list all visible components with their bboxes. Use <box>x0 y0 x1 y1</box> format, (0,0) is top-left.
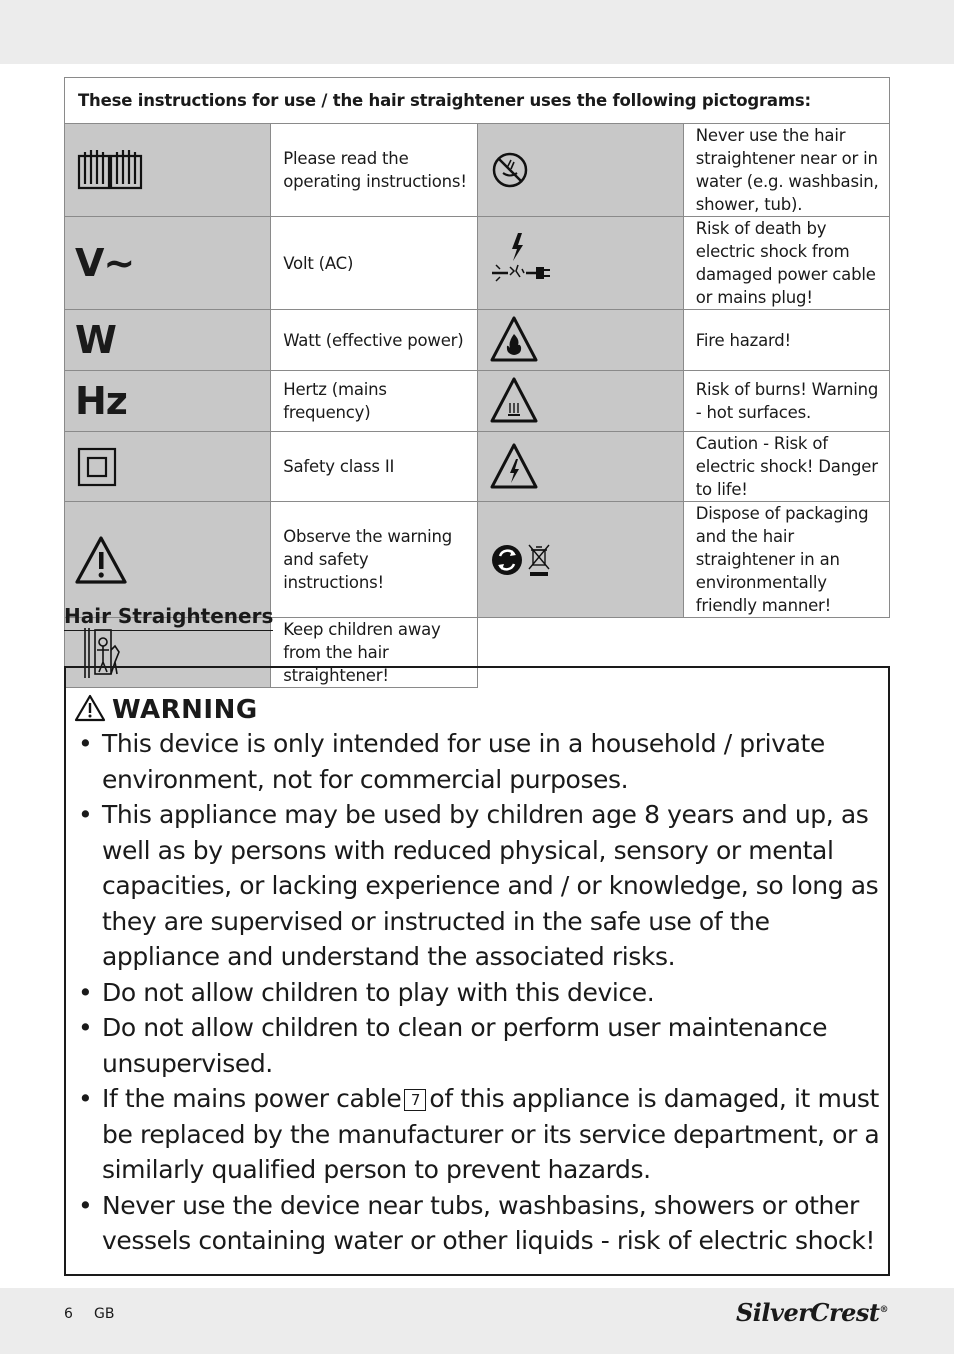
pictogram-text: Observe the warning and safety instructions! <box>271 502 477 618</box>
electric-shock-icon <box>477 432 683 502</box>
brand-logo: SilverCrest® <box>735 1298 888 1327</box>
pictogram-text: Fire hazard! <box>683 310 889 371</box>
fire-hazard-icon <box>477 310 683 371</box>
hertz-icon: Hz <box>65 371 271 432</box>
volt-ac-icon: V~ <box>65 217 271 310</box>
watt-icon: W <box>65 310 271 371</box>
warning-item: • Do not allow children to play with this device. <box>78 975 886 1011</box>
pictogram-text: Safety class II <box>271 432 477 502</box>
warning-item: • This appliance may be used by children age 8 years and up, as well as by persons with reduced physical, sensory or mental capacities, or lacking experience and / or knowledge, so long as they are supervised or instructed in the safe use of the appliance and understand the associated risks. <box>78 797 886 975</box>
book-icon <box>65 124 271 217</box>
warning-item <box>78 1081 886 1188</box>
warning-title: WARNING <box>112 695 258 725</box>
pictogram-text: Risk of burns! Warning - hot surfaces. <box>683 371 889 432</box>
top-band <box>0 0 954 64</box>
section-title: Hair Straighteners <box>64 604 273 631</box>
pictogram-text: Please read the operating instructions! <box>271 124 477 217</box>
warning-header <box>74 694 258 726</box>
pictogram-table <box>64 77 890 688</box>
warning-item: • Never use the device near tubs, washbasins, showers or other vessels containing water or other liquids - risk of electric shock! <box>78 1188 886 1259</box>
warning-triangle-icon <box>65 502 271 618</box>
pictogram-text: Volt (AC) <box>271 217 477 310</box>
pictogram-text: Never use the hair straightener near or in water (e.g. washbasin, shower, tub). <box>683 124 889 217</box>
language-code: GB <box>94 1306 115 1322</box>
pictogram-text: Caution - Risk of electric shock! Danger to life! <box>683 432 889 502</box>
pictogram-text: Risk of death by electric shock from damaged power cable or mains plug! <box>683 217 889 310</box>
pictogram-text: Keep children away from the hair straightener! <box>271 618 477 688</box>
no-water-icon <box>477 124 683 217</box>
pictogram-text: Hertz (mains frequency) <box>271 371 477 432</box>
warning-item: • Do not allow children to clean or perform user maintenance unsupervised. <box>78 1010 886 1081</box>
hot-surface-icon <box>477 371 683 432</box>
page-number: 6 <box>64 1306 73 1322</box>
pictogram-text: Dispose of packaging and the hair straightener in an environmentally friendly manner! <box>683 502 889 618</box>
warning-box <box>64 666 890 1276</box>
safety-class-icon <box>65 432 271 502</box>
warning-item: • This device is only intended for use in a household / private environment, not for commercial purposes. <box>78 726 886 797</box>
recycle-dispose-icon <box>477 502 683 618</box>
warning-triangle-icon <box>74 694 106 726</box>
warning-item-text: If the mains power cable <box>102 1084 402 1113</box>
warning-item-text: of this appliance is damaged, it must be replaced by the manufacturer or its service department, or a similarly qualified person to prevent hazards. <box>102 1084 880 1184</box>
warning-list <box>78 726 886 1259</box>
damaged-cable-shock-icon <box>477 217 683 310</box>
pictogram-table-header: These instructions for use / the hair straightener uses the following pictograms: <box>65 78 890 124</box>
part-reference-badge: 7 <box>404 1089 426 1111</box>
pictogram-text: Watt (effective power) <box>271 310 477 371</box>
